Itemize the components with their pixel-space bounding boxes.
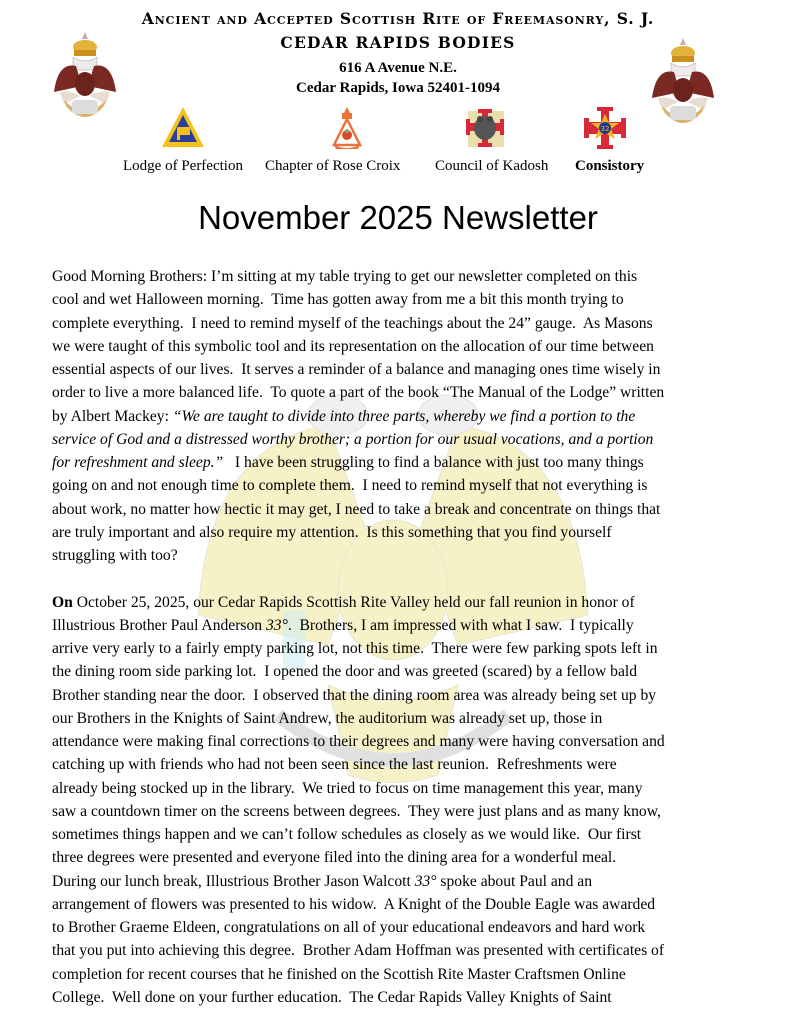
italic-text: “We are taught to divide into three parts, whereby we find a portion to the: [172, 407, 636, 425]
italic-text: service of God and a distressed worthy brother; a portion for our usual vocations, and a portion: [52, 430, 654, 448]
text-run: our Brothers in the Knights of Saint Andrew, the auditorium was already set up, those in: [52, 709, 603, 727]
text-run: Brother standing near the door. I observed that the dining room area was already being set up by: [52, 686, 657, 704]
text-run: arrangement of flowers was presented to his widow. A Knight of the Double Eagle was awarded: [52, 895, 656, 913]
text-line: [52, 730, 766, 753]
italic-text: 33°: [414, 872, 437, 890]
text-line: [52, 777, 766, 800]
text-run: catching up with friends who had not been seen since the last reunion. Refreshments were: [52, 756, 617, 774]
text-line: [52, 939, 766, 962]
rose-croix-emblem-icon: [324, 105, 370, 151]
lodge-of-perfection-triangle-icon: [160, 105, 206, 151]
text-line: [52, 800, 766, 823]
text-line: [52, 963, 766, 986]
text-run: Illustrious Brother Paul Anderson: [52, 616, 266, 634]
text-line: [52, 521, 766, 544]
text-line: [52, 474, 766, 497]
text-run: October 25, 2025, our Cedar Rapids Scottish Rite Valley held our fall reunion in honor of: [72, 593, 635, 611]
text-line: [52, 265, 766, 288]
italic-text: 33°: [265, 616, 288, 634]
text-run: order to live a more balanced life. To quote a part of the book “The Manual of the Lodge” written: [52, 384, 665, 402]
text-run: Good Morning Brothers: I’m sitting at my table trying to get our newsletter completed on this: [52, 268, 638, 285]
text-run: cool and wet Halloween morning. Time has gotten away from me a bit this month trying to: [52, 291, 624, 309]
text-line: [52, 637, 766, 660]
address-city: Cedar Rapids, Iowa 52401-1094: [296, 80, 500, 96]
text-run: . Brothers, I am impressed with what I saw. I typically: [287, 616, 634, 634]
consistory-badge: 32: [600, 125, 610, 133]
text-run: College. Well done on your further education. The Cedar Rapids Valley Knights of Saint: [52, 988, 612, 1006]
double-headed-eagle-icon: [650, 36, 716, 134]
text-line: [52, 707, 766, 730]
newsletter-title: November 2025 Newsletter: [198, 199, 598, 236]
text-run: completion for recent courses that he finished on the Scottish Rite Master Craftsmen Online: [52, 965, 626, 983]
text-run: about work, no matter how hectic it may get, I need to take a break and concentrate on things that: [52, 500, 661, 518]
paragraph: [52, 591, 766, 1010]
italic-text: for refreshment and sleep.”: [52, 454, 224, 471]
text-line: [52, 614, 766, 637]
text-run: During our lunch break, Illustrious Brother Jason Walcott: [52, 872, 415, 890]
paragraph: [52, 265, 766, 567]
bodies-name: CEDAR RAPIDS BODIES: [280, 33, 516, 52]
text-run: arrive very early to a fairly empty parking lot, not this time. There were few parking spots left in: [52, 640, 658, 657]
text-run: that you put into achieving this degree. Brother Adam Hoffman was presented with certificates of: [52, 942, 665, 960]
text-line: [52, 846, 766, 869]
text-line: [52, 544, 766, 567]
organization-name: Ancient and Accepted Scottish Rite of Freemasonry, S. J.: [141, 9, 655, 28]
text-line: [52, 405, 766, 428]
text-run: already being stocked up in the library. We tried to focus on time management this year, many: [52, 779, 643, 797]
text-run: essential aspects of our lives. It serves a reminder of a balance and managing ones time wisely in: [52, 361, 661, 378]
text-line: [52, 753, 766, 776]
text-line: [52, 916, 766, 939]
text-line: [52, 428, 766, 451]
text-line: [52, 312, 766, 335]
text-run: to Brother Graeme Eldeen, congratulations on all of your educational endeavors and hard work: [52, 919, 646, 936]
text-run: the dining room side parking lot. I opened the door and was greeted (scared) by a fellow bald: [52, 663, 638, 681]
text-run: I have been struggling to find a balance with just too many things: [223, 454, 644, 471]
text-line: [52, 870, 766, 893]
text-run: sometimes things happen and we can’t follow schedules as closely as we would like. Our first: [52, 826, 642, 843]
label-council-of-kadosh: Council of Kadosh: [435, 158, 549, 174]
text-run: we were taught of this symbolic tool and its representation on the allocation of our time between: [52, 337, 654, 355]
consistory-cross-icon: [582, 105, 628, 151]
text-line: [52, 358, 766, 381]
text-run: struggling with too?: [52, 547, 178, 564]
text-run: going on and not enough time to complete them. I need to remind myself that not everything is: [52, 477, 648, 495]
text-line: [52, 823, 766, 846]
bold-text: On: [52, 593, 73, 611]
text-line: [52, 381, 766, 404]
text-line: [52, 986, 766, 1009]
text-run: three degrees were presented and everyone filed into the dining area for a wonderful meal.: [52, 849, 617, 867]
label-lodge-of-perfection: Lodge of Perfection: [123, 158, 243, 174]
text-run: are truly important and also require my attention. Is this something that you find yourself: [52, 523, 612, 541]
double-headed-eagle-icon: [52, 30, 118, 128]
text-run: by Albert Mackey:: [52, 407, 173, 425]
newsletter-body: [52, 265, 766, 1009]
label-consistory: Consistory: [575, 158, 645, 174]
text-run: complete everything. I need to remind myself of the teachings about the 24” gauge. As Masons: [52, 314, 653, 332]
label-chapter-of-rose-croix: Chapter of Rose Croix: [265, 158, 401, 174]
text-line: [52, 893, 766, 916]
text-line: [52, 335, 766, 358]
text-line: [52, 684, 766, 707]
text-line: [52, 591, 766, 614]
text-line: [52, 288, 766, 311]
text-line: [52, 660, 766, 683]
address-street: 616 A Avenue N.E.: [339, 60, 457, 76]
text-line: [52, 451, 766, 474]
text-run: spoke about Paul and an: [436, 872, 593, 890]
council-of-kadosh-cross-icon: [462, 105, 508, 151]
text-run: saw a countdown timer on the screens between degrees. They were just plans and as many know,: [52, 802, 661, 820]
text-run: attendance were making final corrections to their degrees and many were having conversation and: [52, 733, 665, 750]
text-line: [52, 498, 766, 521]
